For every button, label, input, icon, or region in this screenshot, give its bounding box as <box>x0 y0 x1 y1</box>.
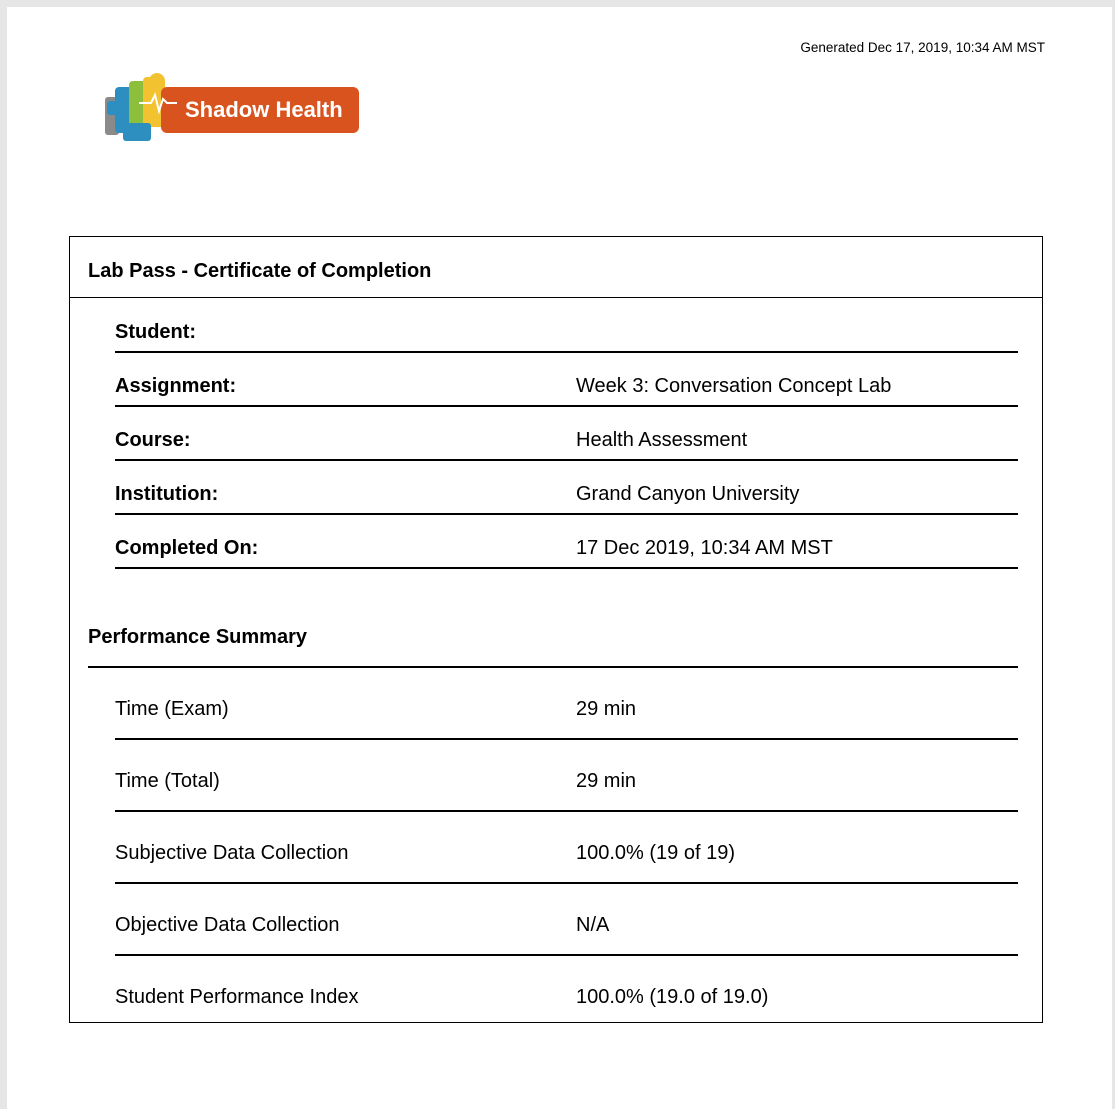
info-label: Completed On: <box>115 537 259 559</box>
document-page <box>7 7 1112 1109</box>
perf-value: 29 min <box>576 770 637 792</box>
performance-summary-table <box>115 668 1018 1028</box>
certificate-box <box>69 236 1043 1023</box>
perf-value: N/A <box>576 914 610 936</box>
info-label: Assignment: <box>115 375 237 397</box>
perf-row-performance-index <box>115 956 1018 1028</box>
info-label: Student: <box>115 321 197 343</box>
perf-value: 29 min <box>576 698 637 720</box>
perf-label: Objective Data Collection <box>115 914 340 936</box>
info-label: Course: <box>115 429 191 451</box>
info-value: Health Assessment <box>576 429 748 451</box>
perf-label: Time (Exam) <box>115 698 229 720</box>
perf-row-time-total <box>115 740 1018 812</box>
perf-row-subjective <box>115 812 1018 884</box>
perf-label: Student Performance Index <box>115 986 359 1008</box>
info-value: Grand Canyon University <box>576 483 800 505</box>
perf-value: 100.0% (19 of 19) <box>576 842 735 864</box>
logo-text: Shadow Health <box>185 97 343 122</box>
certificate-info-table <box>115 299 1018 569</box>
info-value: Week 3: Conversation Concept Lab <box>576 375 892 397</box>
perf-value: 100.0% (19.0 of 19.0) <box>576 986 769 1008</box>
info-row-student <box>115 299 1018 353</box>
info-label: Institution: <box>115 483 219 505</box>
performance-summary-heading: Performance Summary <box>88 623 1018 668</box>
perf-row-time-exam <box>115 668 1018 740</box>
info-row-assignment <box>115 353 1018 407</box>
generated-timestamp: Generated Dec 17, 2019, 10:34 AM MST <box>800 40 1045 55</box>
shadow-health-logo <box>99 67 361 147</box>
info-row-course <box>115 407 1018 461</box>
certificate-title: Lab Pass - Certificate of Completion <box>70 237 1042 298</box>
info-row-completed-on <box>115 515 1018 569</box>
info-value: 17 Dec 2019, 10:34 AM MST <box>576 537 833 559</box>
perf-row-objective <box>115 884 1018 956</box>
info-row-institution <box>115 461 1018 515</box>
perf-label: Time (Total) <box>115 770 220 792</box>
perf-label: Subjective Data Collection <box>115 842 349 864</box>
